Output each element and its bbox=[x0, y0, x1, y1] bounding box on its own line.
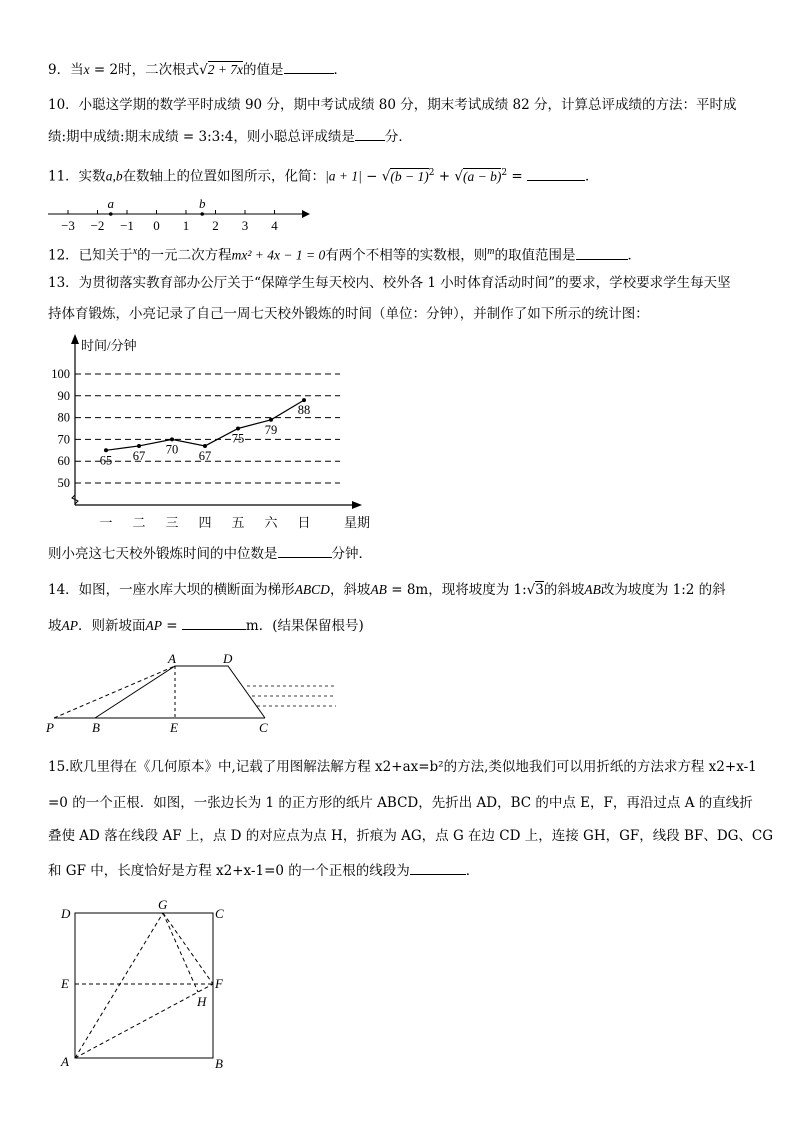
x-tick-label: 四 bbox=[198, 515, 212, 530]
question-14-line2: 坡AP．则新坡面AP = m．(结果保留根号) bbox=[48, 615, 364, 636]
axis-tick-label: 0 bbox=[153, 218, 160, 233]
data-label: 67 bbox=[132, 448, 146, 463]
label-B: B bbox=[92, 720, 100, 735]
answer-blank-9[interactable] bbox=[284, 59, 334, 74]
axis-tick-label: 3 bbox=[241, 218, 249, 233]
label-H: H bbox=[197, 994, 207, 1009]
question-10-line1: 10．小聪这学期的数学平时成绩 90 分，期中考试成绩 80 分，期末考试成绩 82 分，计算总评成绩的方法：平时成 bbox=[48, 97, 737, 113]
x-tick-label: 六 bbox=[264, 515, 278, 530]
axis-tick-label: −2 bbox=[90, 218, 105, 233]
y-axis-arrow bbox=[71, 334, 79, 344]
data-point bbox=[302, 398, 306, 402]
question-13-line1: 13．为贯彻落实教育部办公厅关于“保障学生每天校内、校外各 1 小时体育活动时间”的要求，学校要求学生每天坚 bbox=[48, 275, 731, 291]
answer-blank-13[interactable] bbox=[278, 543, 332, 558]
square-fold-figure bbox=[55, 898, 240, 1078]
equation: mx² + 4x − 1 = 0 bbox=[231, 247, 326, 263]
label-F: F bbox=[215, 976, 223, 991]
x-axis-arrow bbox=[352, 501, 362, 509]
segment-AF bbox=[75, 984, 213, 1058]
label-D: D bbox=[223, 651, 233, 666]
data-point bbox=[104, 448, 108, 452]
trapezoid-outline bbox=[95, 666, 265, 718]
label-C: C bbox=[215, 906, 224, 921]
axis-tick-label: −3 bbox=[61, 218, 75, 233]
x-tick-label: 一 bbox=[99, 515, 113, 530]
axis-arrow bbox=[302, 210, 310, 218]
answer-blank-11[interactable] bbox=[527, 166, 585, 181]
question-15-line1: 15.欧几里得在《几何原本》中,记载了用图解法解方程 x2+ax=b²的方法,类似地我们可以用折纸的方法求方程 x2+x-1 bbox=[48, 759, 757, 775]
y-tick-label: 80 bbox=[57, 410, 70, 425]
label-P: P bbox=[46, 720, 54, 735]
label-E: E bbox=[170, 720, 178, 735]
data-label: 88 bbox=[297, 403, 311, 418]
y-tick-label: 70 bbox=[57, 432, 70, 447]
question-15-line3: 叠使 AD 落在线段 AF 上，点 D 的对应点为点 H，折痕为 AG，点 G 在边 CD 上，连接 GH，GF，线段 BF、DG、CG bbox=[48, 828, 774, 844]
x-tick-label: 日 bbox=[297, 515, 311, 530]
x-tick-label: 二 bbox=[132, 515, 146, 530]
data-point bbox=[137, 444, 141, 448]
axis-tick-label: −1 bbox=[120, 218, 134, 233]
x-tick-label: 五 bbox=[231, 515, 245, 530]
data-point bbox=[170, 437, 174, 441]
answer-blank-15[interactable] bbox=[410, 860, 466, 875]
x-axis-label: 星期 bbox=[344, 515, 371, 530]
y-tick-label: 90 bbox=[57, 388, 70, 403]
question-13-line2: 持体育锻炼，小亮记录了自己一周七天校外锻炼的时间（单位：分钟），并制作了如下所示的统计图： bbox=[48, 306, 649, 322]
data-label: 65 bbox=[99, 453, 113, 468]
data-point bbox=[236, 427, 240, 431]
point-a-label: a bbox=[107, 196, 115, 211]
y-tick-label: 100 bbox=[51, 367, 70, 381]
label-G: G bbox=[158, 897, 168, 912]
data-point bbox=[203, 444, 207, 448]
answer-blank-10[interactable] bbox=[355, 126, 385, 141]
label-C: C bbox=[259, 720, 268, 735]
label-A: A bbox=[61, 1054, 69, 1069]
question-10-line2: 绩:期中成绩:期末成绩 = 3:3:4，则小聪总评成绩是 分． bbox=[48, 126, 412, 147]
x-tick-label: 三 bbox=[165, 515, 179, 530]
segment-GH bbox=[163, 913, 198, 992]
question-12: 12．已知关于$^x$的一元二次方程mx² + 4x − 1 = 0有两个不相等的实数根，则$^m$的取值范围是 ． bbox=[48, 246, 641, 264]
question-9: 9．当x = 2时，二次根式√2 + 7x的值是 ． bbox=[48, 59, 347, 80]
data-label: 70 bbox=[165, 442, 179, 457]
question-11: 11．实数a,b在数轴上的位置如图所示，化简：$|a + 1| - √(b - 1)^2 + √(a - b)^2$ = ． bbox=[48, 163, 598, 187]
data-point bbox=[269, 418, 273, 422]
y-axis-label: 时间/分钟 bbox=[81, 338, 137, 353]
label-B: B bbox=[215, 1056, 223, 1071]
label-E: E bbox=[61, 976, 69, 991]
abs-expression: |a + 1| bbox=[325, 168, 362, 184]
square-ABCD bbox=[75, 913, 213, 1058]
axis-tick-label: 1 bbox=[182, 218, 190, 233]
axis-tick-label: 4 bbox=[271, 218, 278, 233]
number-line-figure bbox=[40, 192, 310, 232]
question-15-line2: =0 的一个正根．如图，一张边长为 1 的正方形的纸片 ABCD，先折出 AD，BC 的中点 E，F，再沿过点 A 的直线折 bbox=[48, 795, 753, 811]
label-A: A bbox=[168, 651, 176, 666]
new-slope-AP bbox=[54, 666, 175, 718]
answer-blank-14[interactable] bbox=[182, 615, 246, 630]
segment-AG bbox=[75, 913, 163, 1058]
exercise-line-chart bbox=[40, 330, 400, 535]
radicand: 2 + 7x bbox=[207, 62, 244, 77]
data-label: 67 bbox=[198, 448, 212, 463]
point-b-label: b bbox=[198, 196, 206, 211]
answer-blank-12[interactable] bbox=[576, 245, 628, 260]
point-a bbox=[109, 212, 113, 216]
data-label: 75 bbox=[231, 431, 245, 446]
data-label: 79 bbox=[264, 422, 278, 437]
point-b bbox=[200, 212, 204, 216]
axis-tick-label: 2 bbox=[212, 218, 219, 233]
segment-GF bbox=[163, 913, 213, 984]
var-x: x bbox=[83, 62, 90, 77]
y-tick-label: 50 bbox=[57, 476, 70, 490]
question-15-line4: 和 GF 中，长度恰好是方程 x2+x-1=0 的一个正根的线段为 ． bbox=[48, 860, 479, 881]
sqrt-sign: √ bbox=[199, 62, 208, 78]
dam-cross-section-figure bbox=[40, 650, 350, 738]
y-tick-label: 60 bbox=[57, 454, 70, 469]
question-14-line1: 14．如图，一座水库大坝的横断面为梯形ABCD，斜坡AB = 8m，现将坡度为 1:√3的斜坡AB改为坡度为 1:2 的斜 bbox=[48, 582, 726, 598]
label-D: D bbox=[61, 906, 71, 921]
question-13-after: 则小亮这七天校外锻炼时间的中位数是 分钟． bbox=[48, 543, 372, 564]
